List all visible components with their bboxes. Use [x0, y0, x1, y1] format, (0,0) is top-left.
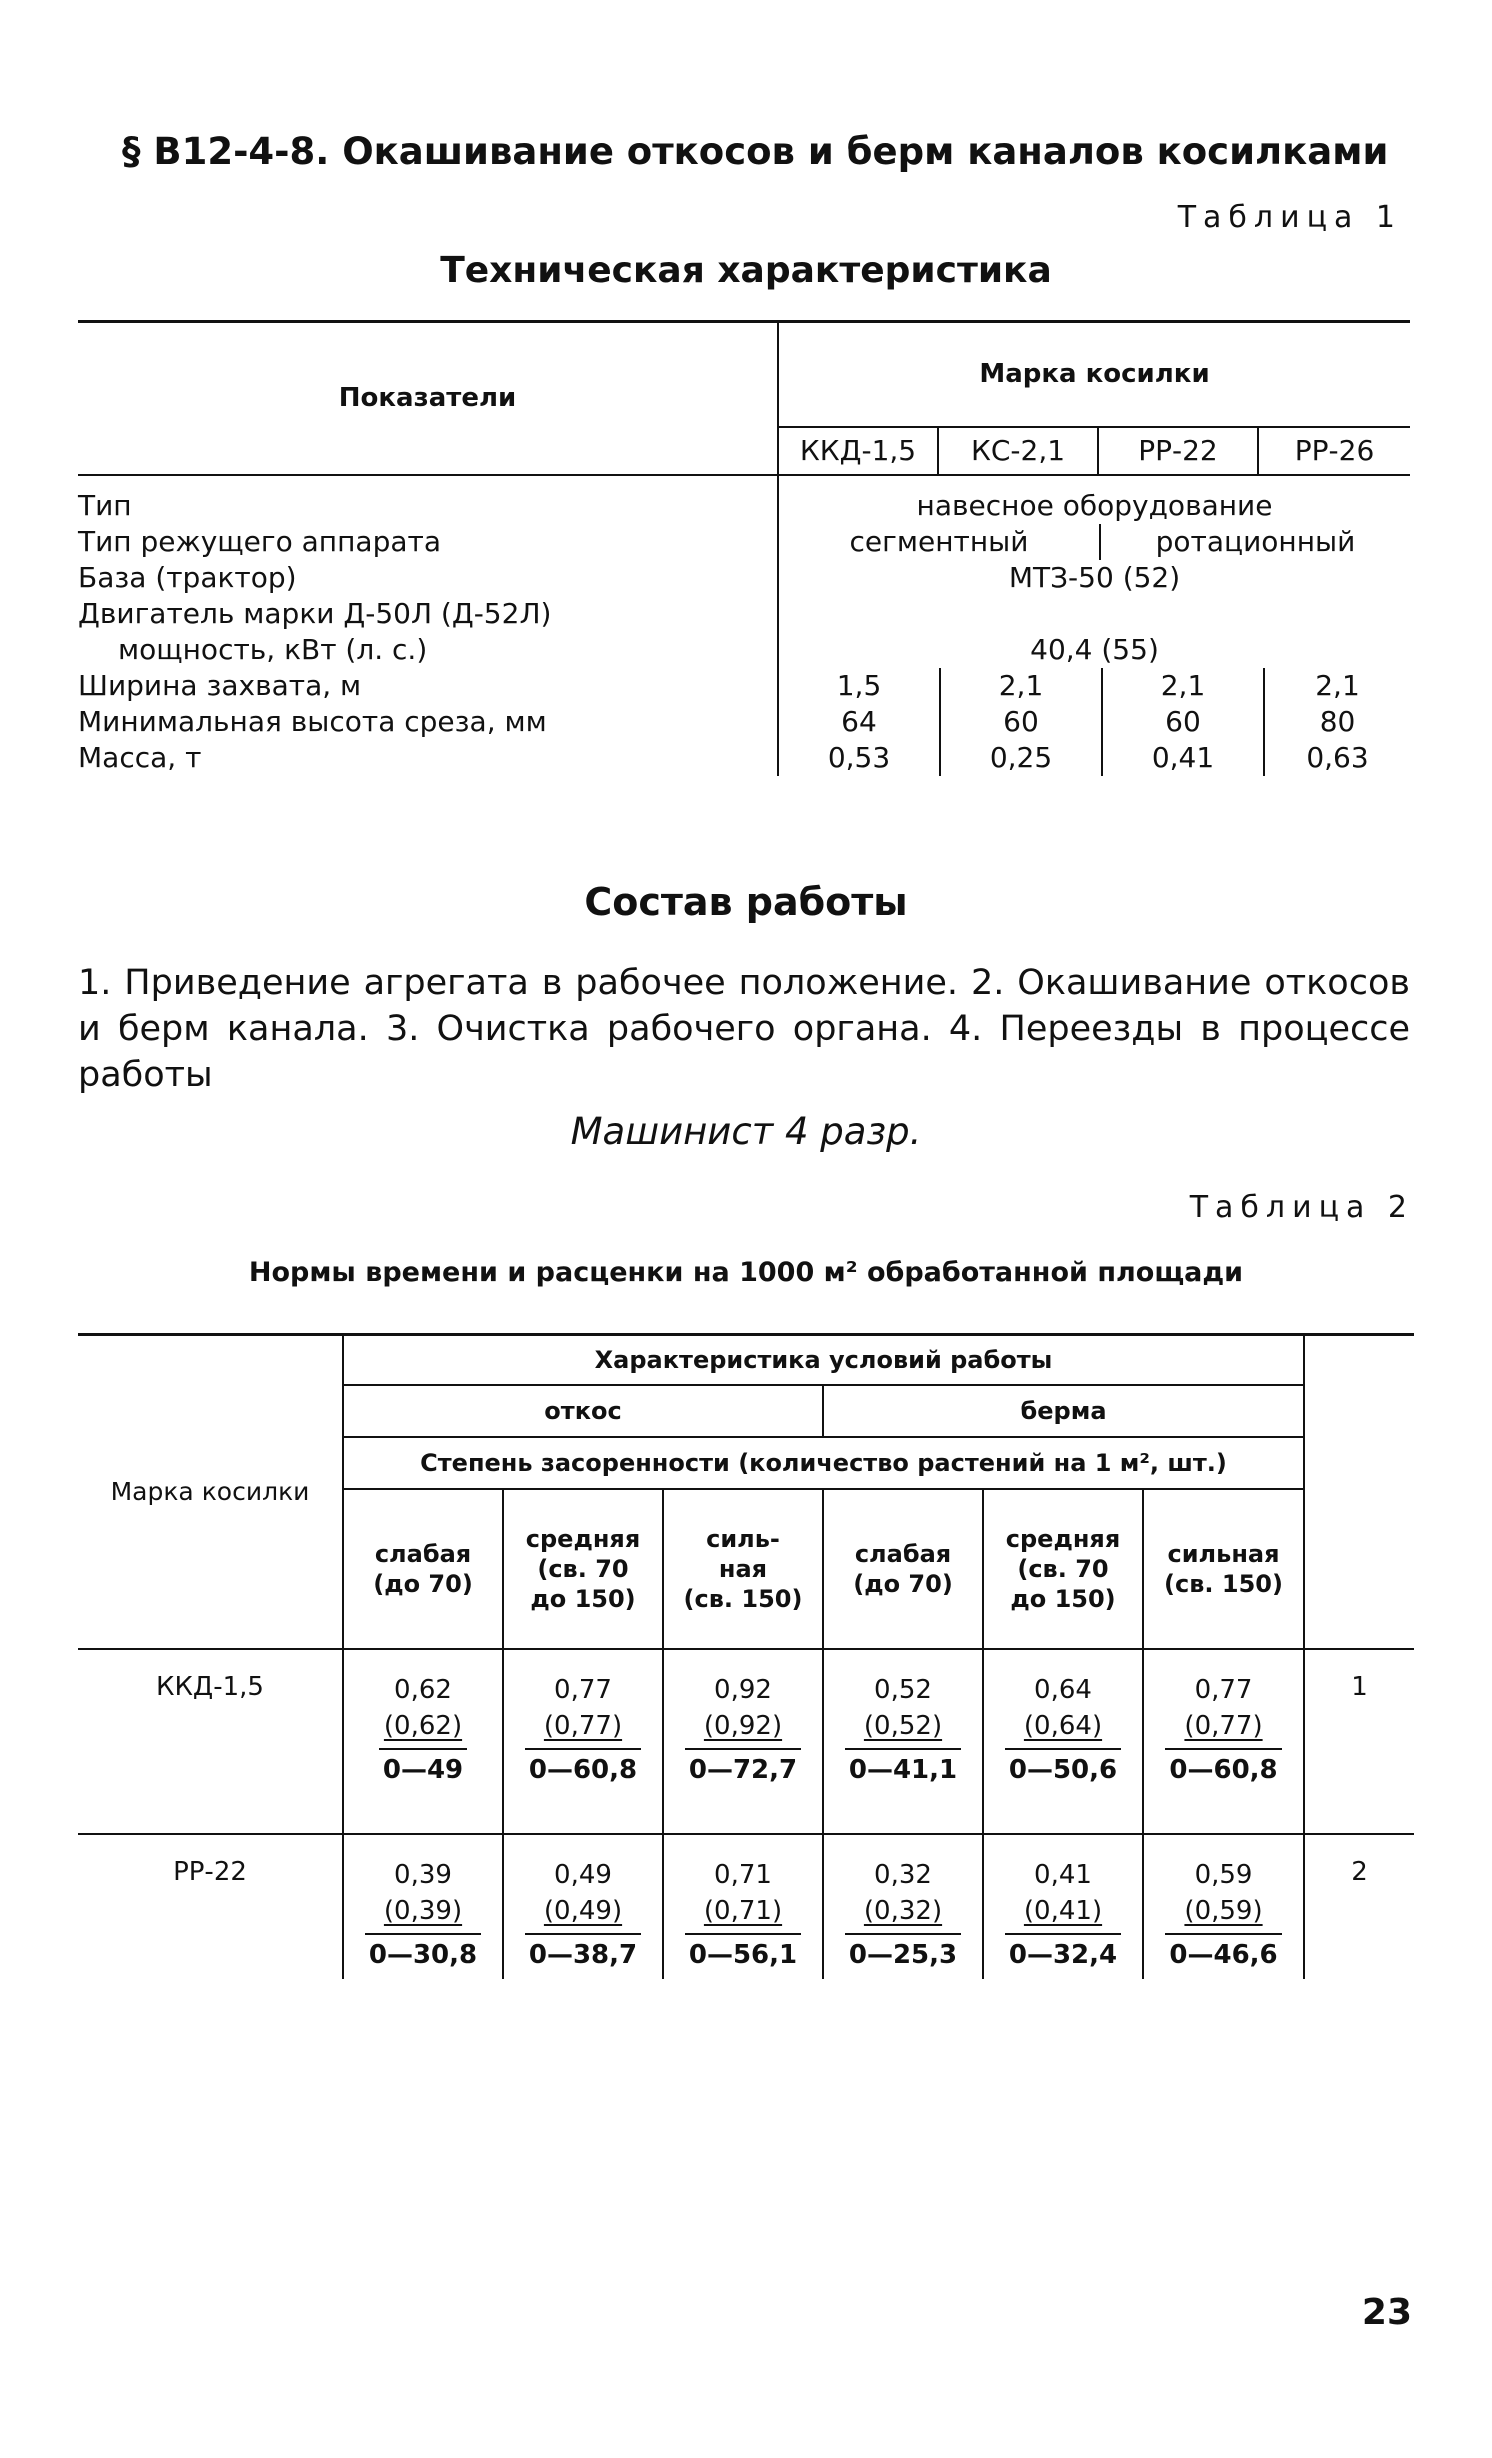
tech-specs-table [78, 320, 1410, 776]
min-height-values: 64 60 60 80 [779, 704, 1410, 740]
level-slope-weak: слабая (до 70) [343, 1489, 503, 1649]
table-row [78, 1834, 1414, 1979]
row-brand: ККД-1,5 [78, 1649, 343, 1834]
norm-cell: 0,77 (0,77) 0—60,8 [503, 1649, 663, 1834]
cutter-rotary: ротационный [1155, 524, 1356, 558]
width-values: 1,5 2,1 2,1 2,1 [779, 668, 1410, 704]
cutter-segment: сегментный [779, 524, 1101, 560]
indicator-list [78, 475, 778, 776]
slope-header: откос [343, 1385, 823, 1437]
level-berm-weak: слабая (до 70) [823, 1489, 983, 1649]
page-number: 23 [1361, 2292, 1412, 2333]
berm-header: берма [823, 1385, 1304, 1437]
norm-cell: 0,62 (0,62) 0—49 [343, 1649, 503, 1834]
table1-title: Техническая характеристика [440, 250, 1052, 291]
type-value: навесное оборудование [916, 488, 1273, 522]
col-brand-header: Марка косилки [778, 322, 1410, 427]
row-number-header [1304, 1335, 1414, 1649]
section-heading: § В12-4-8. Окашивание откосов и берм каналов косилками [122, 130, 1389, 173]
weediness-header: Степень засоренности (количество растений на 1 м², шт.) [343, 1437, 1304, 1489]
indicator-min-height: Минимальная высота среза, мм [78, 704, 547, 738]
norm-cell: 0,39 (0,39) 0—30,8 [343, 1834, 503, 1979]
col-brand-header: Марка косилки [78, 1335, 343, 1649]
power-value: 40,4 (55) [1030, 632, 1159, 666]
level-slope-medium: средняя (св. 70 до 150) [503, 1489, 663, 1649]
indicator-cutter: Тип режущего аппарата [78, 524, 441, 558]
table2-label: Таблица 2 [1189, 1190, 1414, 1225]
work-composition-title: Состав работы [584, 880, 908, 924]
indicator-base: База (трактор) [78, 560, 297, 594]
time-norms-table [78, 1333, 1414, 1979]
norm-cell: 0,59 (0,59) 0—46,6 [1143, 1834, 1304, 1979]
level-berm-medium: средняя (св. 70 до 150) [983, 1489, 1143, 1649]
indicator-engine: Двигатель марки Д-50Л (Д-52Л) [78, 596, 552, 630]
norm-cell: 0,32 (0,32) 0—25,3 [823, 1834, 983, 1979]
indicator-mass: Масса, т [78, 740, 202, 774]
brand-header-kkd: ККД-1,5 [778, 427, 938, 475]
indicator-type: Тип [78, 488, 132, 522]
col-conditions-header: Характеристика условий работы [343, 1335, 1304, 1385]
work-composition-text: 1. Приведение агрегата в рабочее положение. 2. Окашивание откосов и берм канала. 3. Очистка рабочего органа. 4. Переезды в процессе работы [78, 963, 1410, 1095]
table1-label: Таблица 1 [1177, 200, 1402, 235]
row-number: 1 [1304, 1649, 1414, 1834]
mass-values: 0,53 0,25 0,41 0,63 [779, 740, 1410, 776]
brand-header-rr26: РР-26 [1258, 427, 1410, 475]
base-value: МТЗ-50 (52) [1008, 560, 1181, 594]
row-number: 2 [1351, 1856, 1368, 1887]
norm-cell: 0,49 (0,49) 0—38,7 [503, 1834, 663, 1979]
col-indicators-header: Показатели [78, 322, 778, 475]
norm-cell: 0,77 (0,77) 0—60,8 [1143, 1649, 1304, 1834]
specs-values [778, 475, 1410, 776]
cutter-values [779, 524, 1410, 560]
norm-cell: 0,41 (0,41) 0—32,4 [983, 1834, 1143, 1979]
norm-cell: 0,71 (0,71) 0—56,1 [663, 1834, 823, 1979]
table-row [78, 1649, 1414, 1834]
level-slope-strong: силь- ная (св. 150) [663, 1489, 823, 1649]
brand-header-rr22: РР-22 [1098, 427, 1258, 475]
norm-cell: 0,64 (0,64) 0—50,6 [983, 1649, 1143, 1834]
indicator-power: мощность, кВт (л. с.) [118, 632, 428, 666]
row-brand: РР-22 [78, 1834, 343, 1979]
worker-grade: Машинист 4 разр. [570, 1110, 922, 1153]
norm-cell: 0,52 (0,52) 0—41,1 [823, 1649, 983, 1834]
indicator-width: Ширина захвата, м [78, 668, 362, 702]
table2-title: Нормы времени и расценки на 1000 м² обработанной площади [248, 1257, 1244, 1288]
level-berm-strong: сильная (св. 150) [1143, 1489, 1304, 1649]
engine-blank [779, 596, 1410, 632]
brand-header-ks: КС-2,1 [938, 427, 1098, 475]
norm-cell: 0,92 (0,92) 0—72,7 [663, 1649, 823, 1834]
